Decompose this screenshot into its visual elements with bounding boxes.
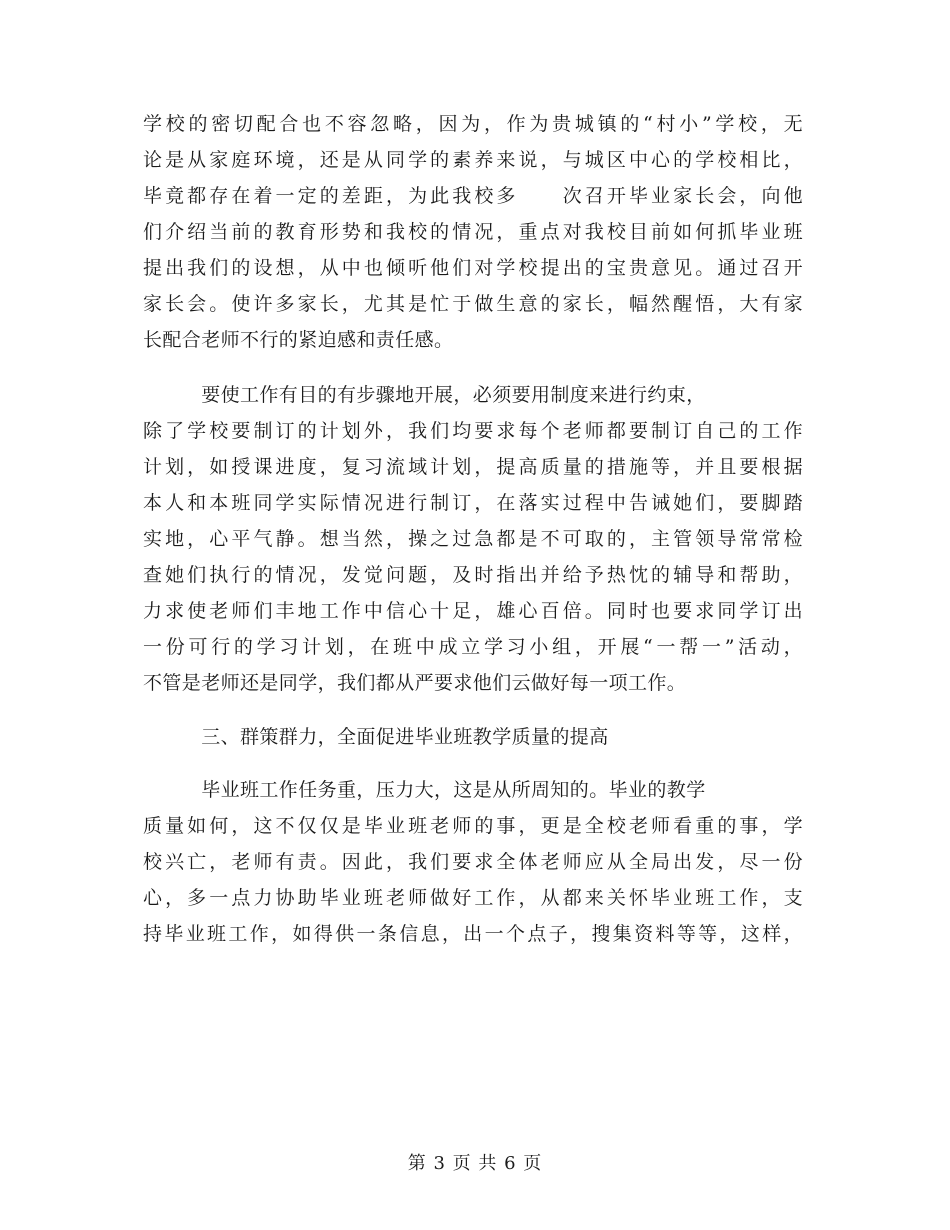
paragraph-spacer [143,701,803,719]
body-text [143,106,803,952]
section-heading [143,719,803,755]
paragraph-1 [143,106,803,358]
text-line: 长配合老师不行的紧迫感和责任感。 [143,329,454,351]
paragraph-3 [143,772,803,952]
text-line: 质量如何，这不仅仅是毕业班老师的事，更是全校老师看重的事，学 [143,815,803,837]
section-heading-text: 三、群策群力，全面促进毕业班教学质量的提高 [143,726,609,748]
text-line: 力求使老师们丰地工作中信心十足，雄心百倍。同时也要求同学订出 [143,600,803,622]
text-line: 毕竟都存在着一定的差距，为此我校多 次召开毕业家长会，向他 [143,185,803,207]
text-line: 本人和本班同学实际情况进行制订，在落实过程中告诫她们，要脚踏 [143,492,803,514]
text-line: 持毕业班工作，如得供一条信息，出一个点子，搜集资料等等，这样， [143,923,803,945]
text-line: 心，多一点力协助毕业班老师做好工作，从都来关怀毕业班工作，支 [143,887,803,909]
text-line: 要使工作有目的有步骤地开展，必须要用制度来进行约束， [143,384,706,406]
text-line: 实地，心平气静。想当然，操之过急都是不可取的，主管领导常常检 [143,528,803,550]
text-line: 校兴亡，老师有责。因此，我们要求全体老师应从全局出发，尽一份 [143,851,803,873]
text-line: 毕业班工作任务重，压力大，这是从所周知的。毕业的教学 [143,779,706,801]
page-number-footer: 第 3 页 共 6 页 [407,1153,543,1174]
text-line: 家长会。使许多家长，尤其是忙于做生意的家长，幅然醒悟，大有家 [143,293,803,315]
text-line: 提出我们的设想，从中也倾听他们对学校提出的宝贵意见。通过召开 [143,257,803,279]
text-line: 计划，如授课进度，复习流域计划，提高质量的措施等，并且要根据 [143,456,803,478]
text-line: 查她们执行的情况，发觉问题，及时指出并给予热忱的辅导和帮助， [143,564,803,586]
text-line: 除了学校要制订的计划外，我们均要求每个老师都要制订自己的工作 [143,420,803,442]
paragraph-2 [143,377,803,701]
paragraph-spacer [143,755,803,772]
text-line: 一份可行的学习计划，在班中成立学习小组，开展“一帮一”活动， [143,636,803,658]
text-line: 不管是老师还是同学，我们都从严要求他们云做好每一项工作。 [143,672,687,694]
text-line: 论是从家庭环境，还是从同学的素养来说，与城区中心的学校相比， [143,149,803,171]
paragraph-spacer [143,358,803,377]
text-line: 学校的密切配合也不容忽略，因为，作为贵城镇的“村小”学校，无 [143,113,803,135]
text-line: 们介绍当前的教育形势和我校的情况，重点对我校目前如何抓毕业班 [143,221,803,243]
